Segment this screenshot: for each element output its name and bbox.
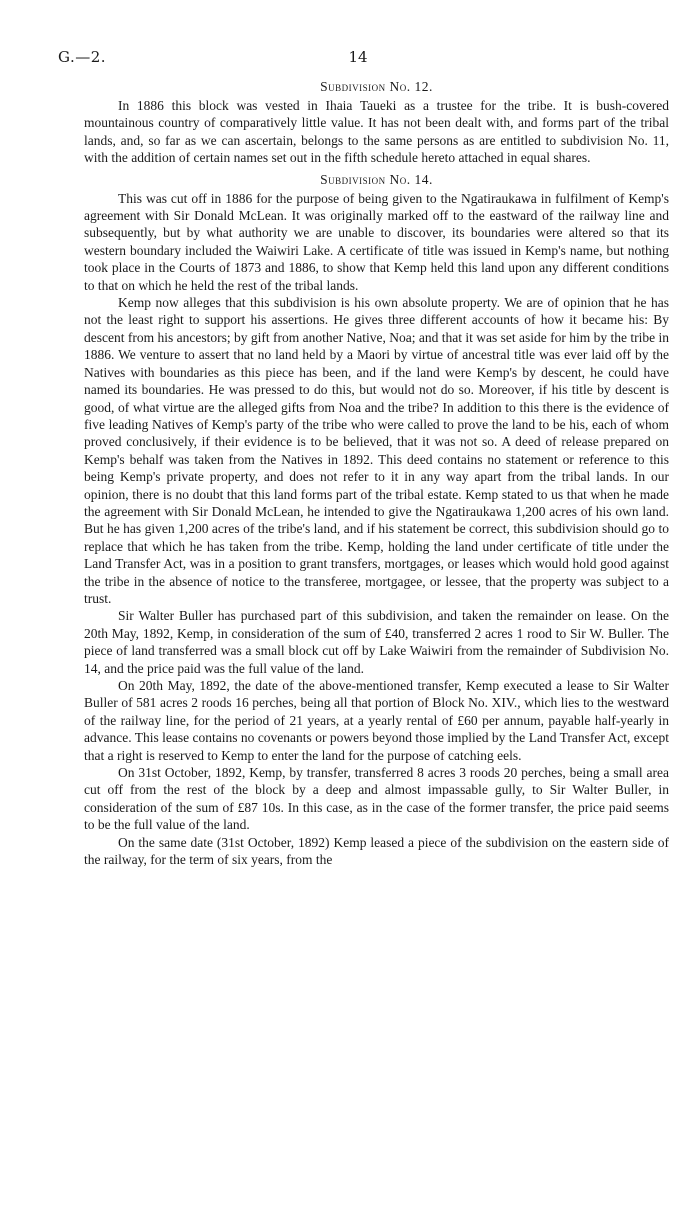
section-title-subdivision-12: Subdivision No. 12. [320, 79, 433, 94]
running-head: G.—2. [58, 48, 107, 66]
page-header [58, 48, 658, 68]
section-title-subdivision-14: Subdivision No. 14. [320, 171, 433, 187]
paragraph: On 31st October, 1892, Kemp, by transfer, transferred 8 acres 3 roods 20 perches, being a small area cut off from the rest of the block by a deep and almost impassable gully, to Sir Walter Buller, in consideration of the sum of £87 10s. In this case, as in the case of the former transfer, the price paid seems to be the full value of the land. [84, 765, 669, 833]
page-number: 14 [348, 48, 368, 66]
page-body [84, 78, 669, 868]
paragraph: In 1886 this block was vested in Ihaia Taueki as a trustee for the tribe. It is bush-covered mountainous country of comparatively little value. It has not been dealt with, and forms part of the tribal lands, and, so far as we can ascertain, belongs to the same persons as are entitled to subdivision No. 11, with the addition of certain names set out in the fifth schedule hereto attached in equal shares. [84, 98, 669, 166]
paragraph: Kemp now alleges that this subdivision is his own absolute property. We are of opinion that he has not the least right to support his assertions. He gives three different accounts of how it became his: By descent from his ancestors; by gift from another Native, Noa; and that it was set aside for him by the tribe in 1886. We venture to assert that no land held by a Maori by virtue of ancestral title was ever laid off by the Natives with boundaries as this piece has been, and if the land were Kemp's by descent, he could have named its boundaries. He was pressed to do this, but would not do so. Moreover, if his title by descent is good, of what virtue are the alleged gifts from Noa and the tribe? In addition to this there is the evidence of five leading Natives of Kemp's party of the tribe who were called to prove the land to be his, each of whom proved conclusively, if their evidence is to be believed, that it was not so. A deed of release prepared on Kemp's behalf was taken from the Natives in 1892. This deed contains no statement or reference to this being Kemp's private property, and does not refer to it in any way apart from the tribal lands. In our opinion, there is no doubt that this land forms part of the tribal estate. Kemp stated to us that when he made the agreement with Sir Donald McLean, he intended to give the Ngatiraukawa 1,200 acres of his own land. But he has given 1,200 acres of the tribe's land, and if his statement be correct, this subdivision should go to replace that which he has taken from the tribe. Kemp, holding the land under certificate of title under the Land Transfer Act, was in a position to grant transfers, mortgages, or leases which would hold good against the tribe in the absence of notice to the transferee, mortgagee, or lessee, that the property was subject to a trust. [84, 295, 669, 606]
paragraph: On 20th May, 1892, the date of the above-mentioned transfer, Kemp executed a lease to Sir Walter Buller of 581 acres 2 roods 16 perches, being all that portion of Block No. XIV., which lies to the westward of the railway line, for the period of 21 years, at a yearly rental of £60 per annum, payable half-yearly in advance. This lease contains no covenants or powers beyond those implied by the Land Transfer Act, except that a right is reserved to Kemp to enter the land for the purpose of catching eels. [84, 678, 669, 763]
paragraph: On the same date (31st October, 1892) Kemp leased a piece of the subdivision on the eastern side of the railway, for the term of six years, from the [84, 834, 669, 868]
paragraph: This was cut off in 1886 for the purpose of being given to the Ngatiraukawa in fulfilment of Kemp's agreement with Sir Donald McLean. It was originally marked off to the eastward of the railway line and subsequently, but by what authority we are unable to discover, its boundaries were altered so that its western boundary included the Waiwiri Lake. A certificate of title was issued in Kemp's name, but nothing took place in the Courts of 1873 and 1886, to show that Kemp held this land upon any different conditions to that on which he held the rest of the tribal lands. [84, 190, 669, 293]
paragraph: Sir Walter Buller has purchased part of this subdivision, and taken the remainder on lease. On the 20th May, 1892, Kemp, in consideration of the sum of £40, transferred 2 acres 1 rood to Sir W. Buller. The piece of land transferred was a small block cut off by Lake Waiwiri from the remainder of Subdivision No. 14, and the price paid was the full value of the land. [84, 608, 669, 676]
